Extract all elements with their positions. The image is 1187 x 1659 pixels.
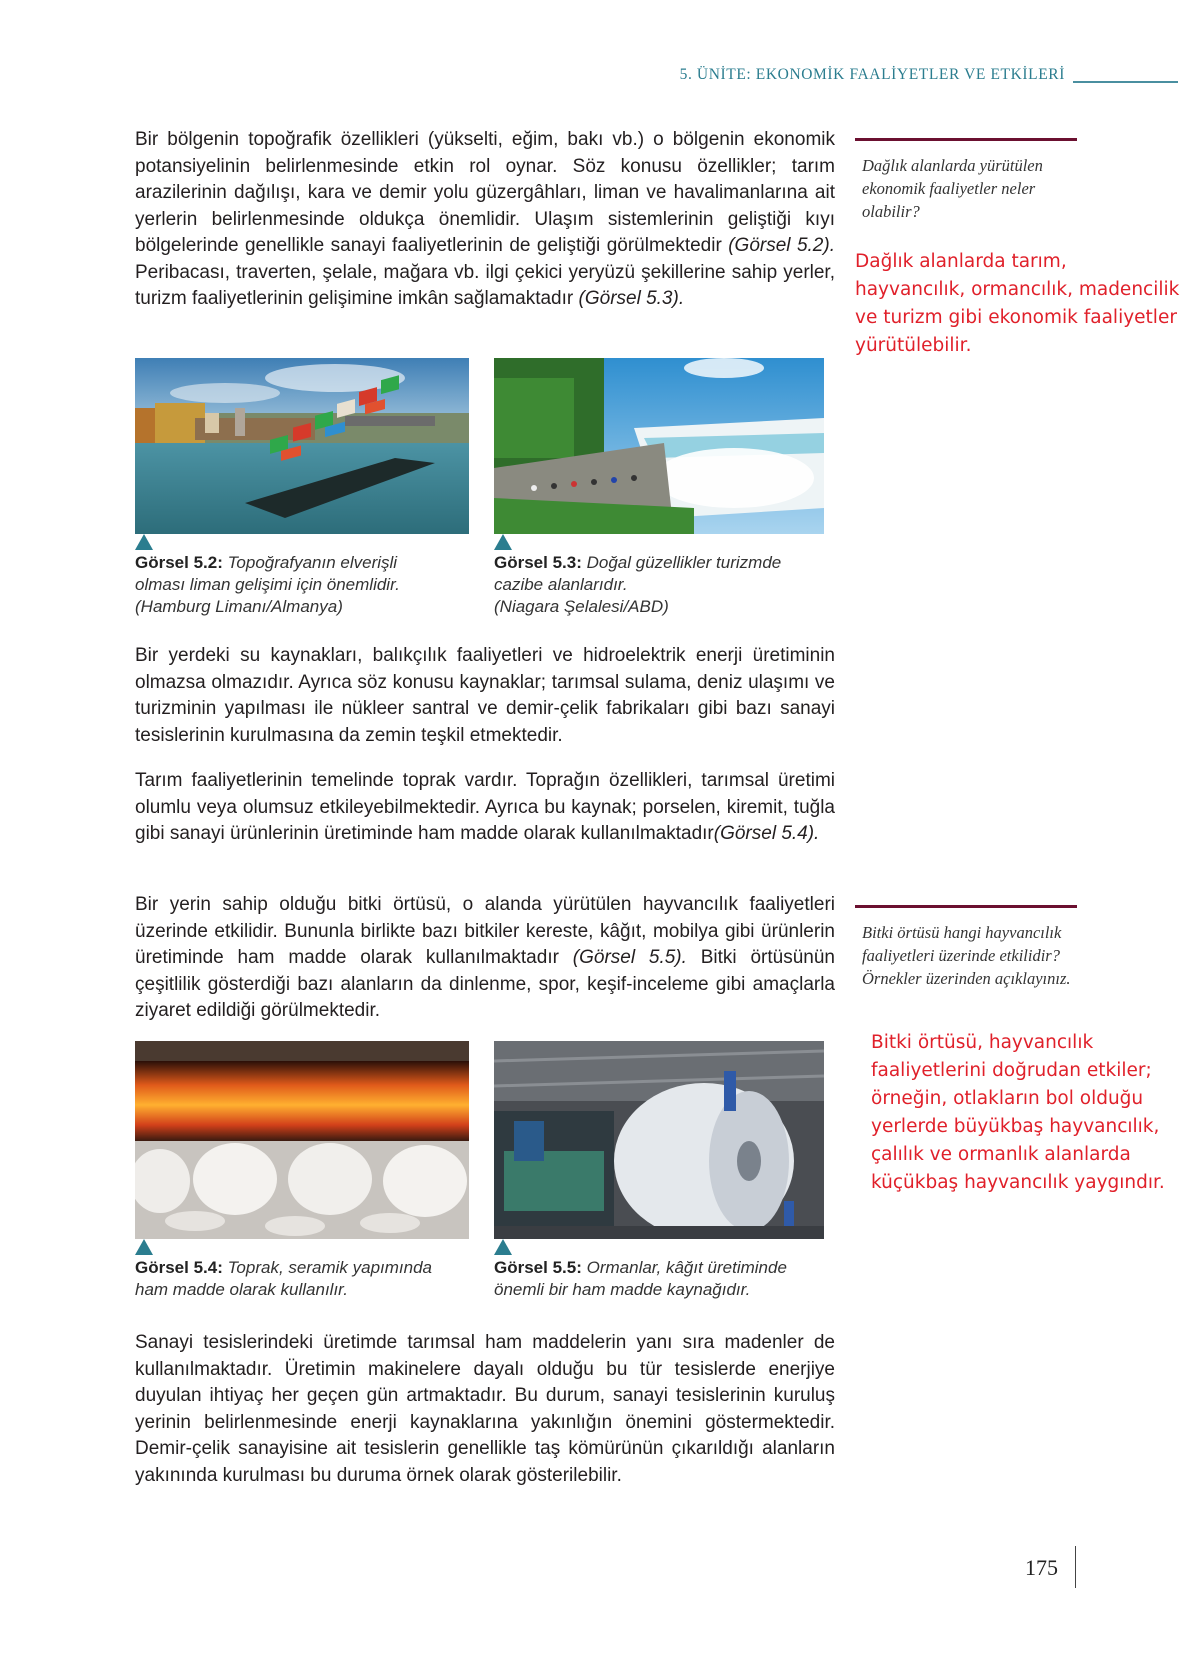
paragraph-soil — [135, 768, 835, 848]
photo-ceramics-kiln — [135, 1041, 469, 1239]
caption-place: (Hamburg Limanı/Almanya) — [135, 597, 343, 616]
caption-figure-5-2 — [135, 552, 435, 618]
caption-label: Görsel 5.5: — [494, 1258, 582, 1277]
paragraph-vegetation — [135, 892, 835, 1025]
paragraph-topography — [135, 127, 835, 313]
unit-header-title: 5. ÜNİTE: EKONOMİK FAALİYETLER VE ETKİLERİ — [679, 66, 1065, 83]
paragraph-text: Tarım faaliyetlerinin temelinde toprak vardır. Toprağın özellikleri, tarımsal üretimi olumlu veya olumsuz etkileyebilmektedir. Ayrıca bu kaynak; porselen, kiremit, tuğla gibi sanayi ürünlerinin üretiminde ham madde olarak kullanılmaktadır — [135, 770, 835, 844]
page-number-rule — [1075, 1546, 1076, 1588]
sidebar-answer-1: Dağlık alanlarda tarım, hayvancılık, ormancılık, madencilik ve turizm gibi ekonomik faaliyetler yürütülebilir. — [855, 251, 1180, 356]
figure-reference: (Görsel 5.2). — [728, 235, 835, 256]
paragraph-industry: Sanayi tesislerindeki üretimde tarımsal ham maddelerin yanı sıra madenler de kullanılmaktadır. Üretimin makinelere dayalı olduğu bu tür tesislerde enerjiye duyulan ihtiyaç her geçen gün artmaktadır. Bu durum, sanayi tesislerinin kuruluş yerinin belirlenmesinde enerji kaynaklarına yakınlığın önemini göstermektedir. Demir-çelik sanayisine ait tesislerin genellikle taş kömürünün çıkarıldığı alanların yakınında kurulması bu duruma örnek olarak gösterilebilir. — [135, 1332, 835, 1486]
paragraph-water-resources: Bir yerdeki su kaynakları, balıkçılık faaliyetleri ve hidroelektrik enerji üretiminin olmazsa olmazıdır. Ayrıca söz konusu kaynaklar; tarımsal sulama, deniz ulaşımı ve turizminin yapılması ile nükleer santral ve demir-çelik fabrikaları gibi bazı sanayi tesislerinin kurulmasına da zemin teşkil etmektedir. — [135, 645, 835, 746]
paragraph-text: Bitki örtüsünün çeşitlilik gösterdiği bazı alanların da dinlenme, spor, keşif-inceleme gibi amaçlarla ziyaret edildiği görülmektedir. — [135, 947, 835, 1021]
figure-marker-icon — [494, 534, 512, 550]
caption-label: Görsel 5.2: — [135, 553, 223, 572]
paragraph-text: Peribacası, traverten, şelale, mağara vb. ilgi çekici yeryüzü şekillerine sahip yerler, turizm faaliyetlerinin gelişimine imkân sağlamaktadır — [135, 261, 835, 309]
caption-label: Görsel 5.4: — [135, 1258, 223, 1277]
sidebar-question-1: Dağlık alanlarda yürütülen ekonomik faaliyetler neler olabilir? — [862, 156, 1043, 221]
figure-marker-icon — [135, 534, 153, 550]
caption-text: Doğal güzellikler turizmde cazibe alanlarıdır. — [494, 553, 782, 594]
caption-place: (Niagara Şelalesi/ABD) — [494, 597, 669, 616]
sidebar-divider — [855, 138, 1077, 141]
figure-reference: (Görsel 5.5). — [572, 947, 687, 968]
photo-paper-mill — [494, 1041, 824, 1239]
caption-text: Toprak, seramik yapımında ham madde olarak kullanılır. — [135, 1258, 433, 1299]
sidebar-question-2: Bitki örtüsü hangi hayvancılık faaliyetleri üzerinde etkilidir? Örnekler üzerinden açıklayınız. — [862, 923, 1071, 988]
header-rule — [1073, 81, 1178, 83]
paragraph-text: Bir bölgenin topoğrafik özellikleri (yükselti, eğim, bakı vb.) o bölgenin ekonomik potansiyelinin belirlenmesinde etkin rol oynar. Söz konusu özellikler; tarım arazilerinin dağılışı, kara ve demir yolu güzergâhları, liman ve havalimanlarına ait yerlerin belirlenmesinde oldukça önemlidir. Ulaşım sistemlerinin geliştiği kıyı bölgelerinde genellikle sanayi faaliyetlerinin de geliştiği görülmektedir — [135, 129, 835, 256]
figure-reference: (Görsel 5.3). — [578, 288, 685, 309]
caption-label: Görsel 5.3: — [494, 553, 582, 572]
sidebar-answer-2: Bitki örtüsü, hayvancılık faaliyetlerini doğrudan etkiler; örneğin, otlakların bol olduğu yerlerde büyükbaş hayvancılık, çalılık ve ormanlık alanlarda küçükbaş hayvancılık yaygındır. — [871, 1032, 1165, 1193]
figure-marker-icon — [135, 1239, 153, 1255]
photo-hamburg-harbor — [135, 358, 469, 534]
figure-marker-icon — [494, 1239, 512, 1255]
sidebar-divider — [855, 905, 1077, 908]
photo-niagara-falls — [494, 358, 824, 534]
caption-text: Topoğrafyanın elverişli olması liman gelişimi için önemlidir. — [135, 553, 400, 594]
caption-figure-5-4 — [135, 1257, 465, 1301]
paragraph-text: Bir yerin sahip olduğu bitki örtüsü, o alanda yürütülen hayvancılık faaliyetleri üzerinde etkilidir. Bununla birlikte bazı bitkiler kereste, kâğıt, mobilya gibi ürünlerin üretiminde ham madde olarak kullanılmaktadır — [135, 894, 835, 968]
figure-reference: (Görsel 5.4). — [713, 823, 820, 844]
page-number: 175 — [1025, 1555, 1058, 1580]
caption-figure-5-5 — [494, 1257, 824, 1301]
caption-figure-5-3 — [494, 552, 824, 618]
caption-text: Ormanlar, kâğıt üretiminde önemli bir ham madde kaynağıdır. — [494, 1258, 787, 1299]
